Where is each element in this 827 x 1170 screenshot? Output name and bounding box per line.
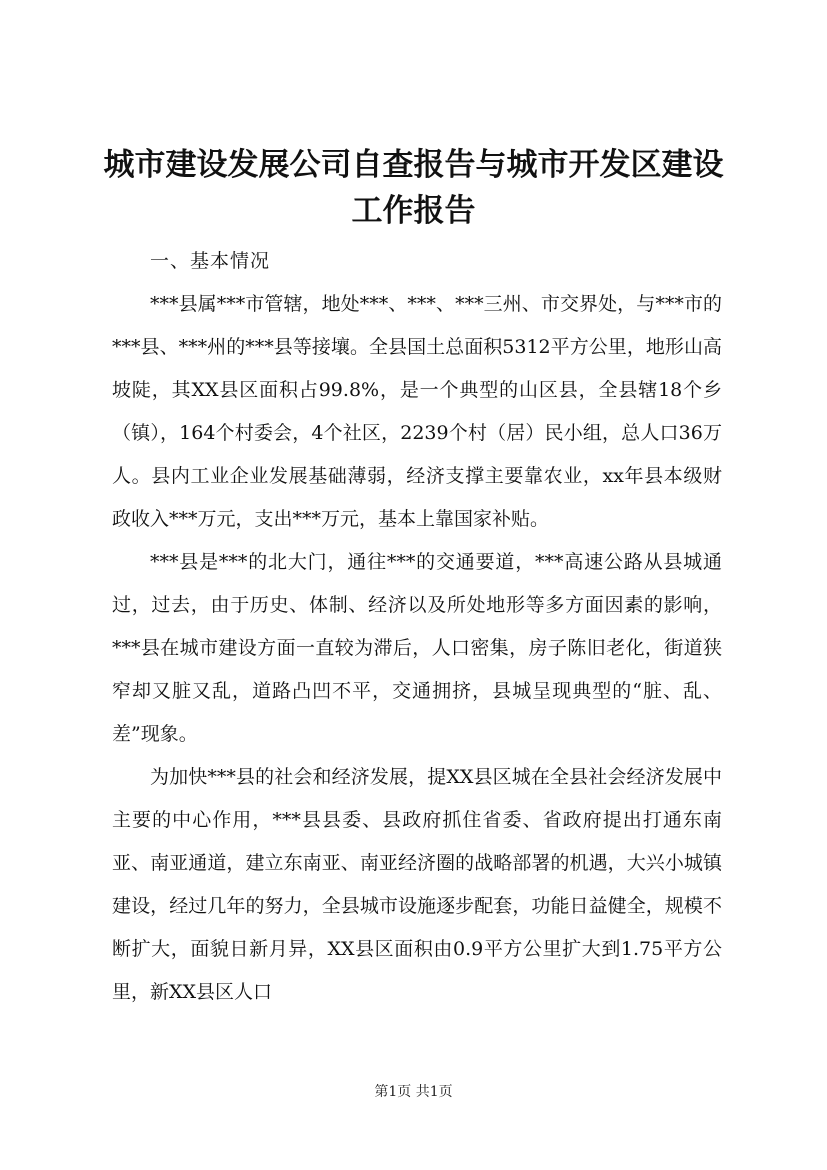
body-paragraph: ***县是***的北大门，通往***的交通要道，***高速公路从县城通过，过去，由于历史、体制、经济以及所处地形等多方面因素的影响，***县在城市建设方面一直较为滞后，人口密集，房子陈旧老化，街道狭窄却又脏又乱，道路凸凹不平，交通拥挤，县城呈现典型的“脏、乱、差”现象。 <box>112 551 722 745</box>
page-footer: 第1页 共1页 <box>374 1084 453 1100</box>
document-body <box>112 240 722 1014</box>
body-paragraph: 为加快***县的社会和经济发展，提XX县区城在全县社会经济发展中主要的中心作用，***县县委、县政府抓住省委、省政府提出打通东南亚、南亚通道，建立东南亚、南亚经济圈的战略部署的机遇，大兴小城镇建设，经过几年的努力，全县城市设施逐步配套，功能日益健全，规模不断扩大，面貌日新月异，XX县区面积由0.9平方公里扩大到1.75平方公里，新XX县区人口 <box>112 766 722 1003</box>
section-heading: 一、基本情况 <box>150 250 271 272</box>
body-paragraph: ***县属***市管辖，地处***、***、***三州、市交界处，与***市的***县、***州的***县等接壤。全县国土总面积5312平方公里，地形山高坡陡，其XX县区面积占99.8%，是一个典型的山区县，全县辖18个乡（镇），164个村委会，4个社区，2239个村（居）民小组，总人口36万人。县内工业企业发展基础薄弱，经济支撑主要靠农业，xx年县本级财政收入***万元，支出***万元，基本上靠国家补贴。 <box>112 293 722 530</box>
document-title: 城市建设发展公司自查报告与城市开发区建设工作报告 <box>103 147 724 229</box>
